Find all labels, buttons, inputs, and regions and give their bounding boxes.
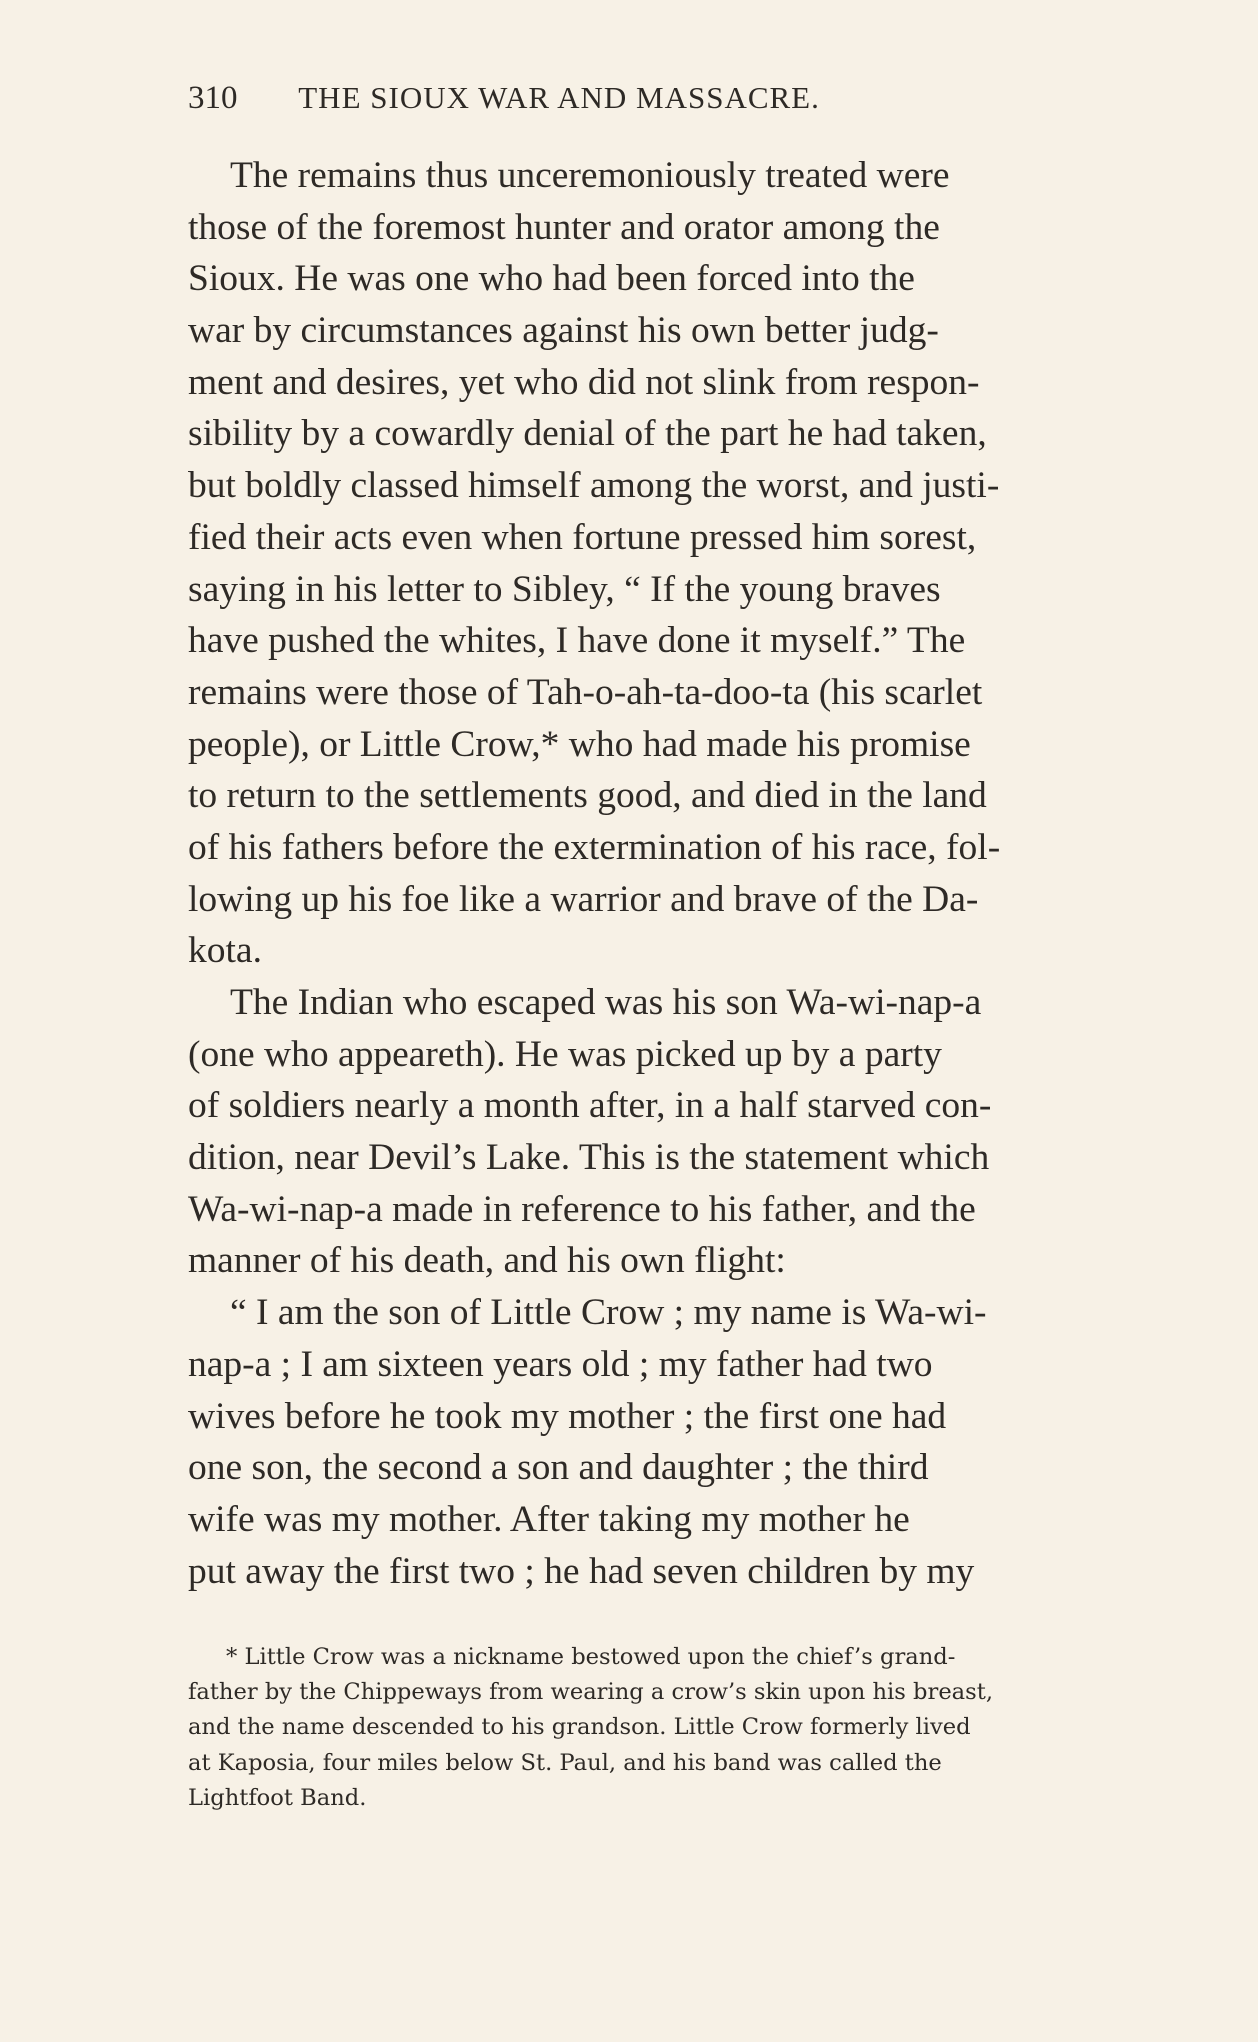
text-line: kota. [188,930,262,972]
body-text [188,150,1168,1597]
text-line: Wa-wi-nap-a made in reference to his father, and the [188,1188,976,1230]
text-line: (one who appeareth). He was picked up by a party [188,1033,942,1075]
text-line: nap-a ; I am sixteen years old ; my father had two [188,1343,933,1385]
text-line: put away the first two ; he had seven children by my [188,1550,975,1592]
text-line: one son, the second a son and daughter ; the third [188,1447,929,1489]
text-line: Sioux. He was one who had been forced into the [188,258,915,300]
text-line: The Indian who escaped was his son Wa-wi-nap-a [230,982,982,1023]
text-line: saying in his letter to Sibley, “ If the young braves [188,568,941,610]
page-number: 310 [188,80,238,116]
footnote-line: at Kaposia, four miles below St. Paul, and his band was called the [188,1749,942,1776]
text-line: those of the foremost hunter and orator among the [188,206,940,248]
footnote-line: father by the Chippeways from wearing a crow’s skin upon his breast, [188,1679,994,1706]
text-line: to return to the settlements good, and died in the land [188,775,987,817]
text-line: remains were those of Tah-o-ah-ta-doo-ta (his scarlet [188,671,983,713]
text-line: “ I am the son of Little Crow ; my name is Wa-wi- [230,1292,987,1334]
footnote-line: * Little Crow was a nickname bestowed upon the chief’s grand- [226,1644,956,1670]
text-line: ment and desires, yet who did not slink from respon- [188,361,980,403]
text-line: sibility by a cowardly denial of the part he had taken, [188,413,987,455]
text-line: wives before he took my mother ; the first one had [188,1395,947,1437]
text-line: dition, near Devil’s Lake. This is the statement which [188,1137,990,1179]
text-line: The remains thus unceremoniously treated were [230,155,950,196]
text-line: of soldiers nearly a month after, in a half starved con- [188,1085,992,1127]
text-line: but boldly classed himself among the worst, and justi- [188,465,1000,507]
text-line: wife was my mother. After taking my mother he [188,1498,910,1540]
text-line: lowing up his foe like a warrior and brave of the Da- [188,878,979,920]
running-header [188,80,1188,120]
footnote-line: Lightfoot Band. [188,1784,367,1811]
text-line: people), or Little Crow,* who had made his promise [188,723,971,765]
text-line: have pushed the whites, I have done it myself.” The [188,620,966,662]
footnote-line: and the name descended to his grandson. Little Crow formerly lived [188,1714,971,1741]
text-line: of his fathers before the extermination of his race, fol- [188,826,1001,868]
text-line: war by circumstances against his own better judg- [188,310,939,352]
footnote [188,1640,1168,1816]
text-line: fied their acts even when fortune pressed him sorest, [188,516,977,558]
text-line: manner of his death, and his own flight: [188,1240,786,1282]
running-title: THE SIOUX WAR AND MASSACRE. [298,80,820,115]
